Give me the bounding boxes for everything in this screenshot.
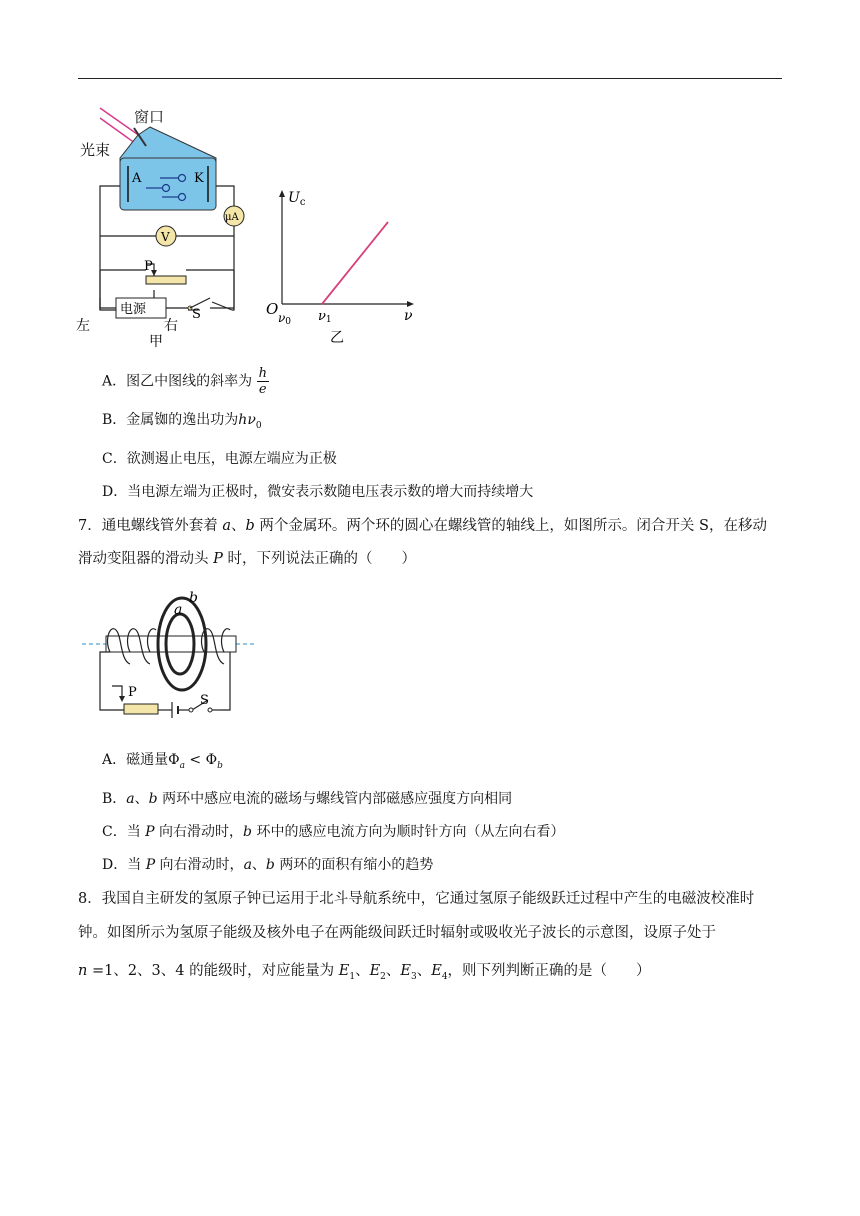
label-left: 左 xyxy=(76,318,90,334)
q7-stem-line1: 7．通电螺线管外套着 a、b 两个金属环。两个环的圆心在螺线管的轴线上，如图所示。闭合开关 S，在移动 xyxy=(78,518,767,534)
y-sub: c xyxy=(299,197,306,208)
q7-option-c: C．当 P 向右滑动时，b 环中的感应电流方向为顺时针方向（从左向右看） xyxy=(102,824,565,840)
q6-option-c: C．欲测遏止电压，电源左端应为正极 xyxy=(102,451,337,467)
q6-option-a: A．图乙中图线的斜率为 $\frac{h}{e}$ xyxy=(102,366,267,397)
q8-stem-line2: 钟。如图所示为氢原子能级及核外电子在两能级间跃迁时辐射或吸收光子波长的示意图，设原子处于 xyxy=(78,925,716,941)
figure-q7-solenoid xyxy=(80,584,260,720)
v1-label: ν xyxy=(318,309,326,324)
ring-label-a: a xyxy=(174,602,183,618)
origin-label: O xyxy=(266,300,279,318)
q6-option-b: B．金属铷的逸出功为$h\nu_0$ xyxy=(102,412,262,431)
v1-sub: 1 xyxy=(325,315,332,325)
v0-label: ν xyxy=(278,311,286,325)
fig-label-S: S xyxy=(200,693,209,708)
v0-sub: 0 xyxy=(285,317,292,327)
svg-text:ν1 xyxy=(318,309,332,325)
label-right: 右 xyxy=(164,318,178,334)
ring-label-b: b xyxy=(189,590,198,606)
q7-option-b: B．a、b 两环中感应电流的磁场与螺线管内部磁感应强度方向相同 xyxy=(102,791,513,807)
q8-stem-line1: 8．我国自主研发的氢原子钟已运用于北斗导航系统中，它通过氢原子能级跃迁过程中产生的电磁波校准时 xyxy=(78,891,755,907)
figure-yi-graph xyxy=(262,182,422,348)
figure-jia-circuit xyxy=(76,100,256,350)
label-window: 窗口 xyxy=(134,108,165,126)
label-uA: μA xyxy=(225,212,239,223)
label-source: 电源 xyxy=(120,302,147,317)
label-S: S xyxy=(192,307,201,322)
svg-text:ν0 xyxy=(278,311,291,327)
q7-option-a: A．磁通量$\Phi_a < \Phi_b$ xyxy=(102,752,223,771)
fig-label-P: P xyxy=(128,685,137,700)
label-V: V xyxy=(161,230,170,244)
label-P: P xyxy=(144,259,153,274)
q7-stem-line2: 滑动变阻器的滑动头 P 时，下列说法正确的（ ） xyxy=(78,551,416,567)
header-rule xyxy=(78,78,782,79)
caption-yi: 乙 xyxy=(330,330,344,346)
x-label: ν xyxy=(404,308,413,324)
label-A: A xyxy=(132,171,142,186)
caption-jia: 甲 xyxy=(149,334,163,350)
q7-option-d: D．当 P 向右滑动时，a、b 两环的面积有缩小的趋势 xyxy=(102,857,434,873)
label-beam: 光束 xyxy=(80,141,111,159)
label-K: K xyxy=(194,171,204,186)
q6-option-d: D．当电源左端为正极时，微安表示数随电压表示数的增大而持续增大 xyxy=(102,484,534,500)
graph-line xyxy=(322,222,388,304)
q8-stem-line3: n =1、2、3、4 的能级时，对应能量为 $E_1$、$E_2$、$E_3$、$E_4$，则下列判断正确的是（ ） xyxy=(78,963,651,982)
y-label: U xyxy=(288,190,300,206)
svg-text:Uc xyxy=(288,190,306,208)
